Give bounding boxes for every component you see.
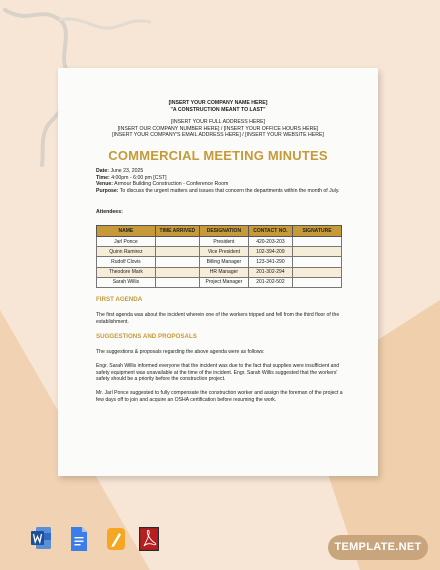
- table-row: Sarah Willis Project Manager 201-202-502: [97, 277, 342, 287]
- table-row: Theodore Mark HR Manager 201-302-294: [97, 267, 342, 277]
- suggestion-2: Mr. Jarl Ponce suggested to fully compensate the construction worker and assign the foreman of the project a few days off to join and acquire an OSHA certification before resuming the work.: [96, 390, 343, 403]
- meeting-purpose: Purpose: To discuss the urgent matters and issues that concern the departments within the month of July.: [96, 187, 340, 194]
- first-agenda-heading: FIRST AGENDA: [96, 296, 143, 303]
- pdf-icon[interactable]: [138, 525, 160, 553]
- suggestions-intro: The suggestions & proposals regarding the above agenda were as follows:: [96, 349, 265, 355]
- brand-badge[interactable]: TEMPLATE.NET: [328, 535, 428, 560]
- attendees-table: [96, 225, 342, 288]
- attendees-label: Attendees:: [96, 209, 123, 215]
- col-time: TIME ARRIVED: [155, 226, 199, 237]
- document-page: [58, 68, 378, 476]
- suggestions-heading: SUGGESTIONS AND PROPOSALS: [96, 333, 197, 340]
- table-row: Quinn Ramirez Vice President 102-394-209: [97, 247, 342, 257]
- meeting-date: Date: June 23, 2025: [96, 168, 144, 174]
- col-designation: DESIGNATION: [199, 226, 248, 237]
- document-title: COMMERCIAL MEETING MINUTES: [108, 148, 328, 163]
- meeting-time: Time: 4:00pm - 6:00 pm [CST]: [96, 174, 167, 181]
- table-row: Rudolf Clovis Billing Manager 123-341-290: [97, 257, 342, 267]
- col-signature: SIGNATURE: [292, 226, 341, 237]
- table-row: Jarl Ponce President 420-203-203: [97, 237, 342, 247]
- company-address: [INSERT YOUR FULL ADDRESS HERE]: [170, 119, 266, 125]
- word-icon[interactable]: [30, 525, 52, 553]
- col-contact: CONTACT NO.: [248, 226, 292, 237]
- company-name: [INSERT YOUR COMPANY NAME HERE]: [168, 100, 268, 106]
- col-name: NAME: [97, 226, 156, 237]
- suggestion-1: Engr. Sarah Willis informed everyone that the incident was due to the fact that supplies were insufficient and safety equipment was unavailable at the time of the incident. Engr. Sarah Willis suggested that the workers' safety should be a priority before the construction project.: [96, 363, 340, 382]
- company-tagline: "A CONSTRUCTION MEANT TO LAST": [170, 106, 266, 113]
- company-email: [INSERT YOUR COMPANY'S EMAIL ADDRESS HERE] / [INSERT YOUR WEBSITE HERE]: [112, 132, 324, 138]
- pages-icon[interactable]: [105, 525, 127, 553]
- meeting-venue: Venue: Armour Building Construction - Conference Room: [96, 181, 229, 188]
- google-docs-icon[interactable]: [68, 525, 90, 553]
- first-agenda-text: The first agenda was about the incident wherein one of the workers tripped and fell from the third floor of the establishment.: [96, 312, 340, 325]
- company-contact: [INSERT OUR COMPANY NUMBER HERE] / [INSERT YOUR OFFICE HOURS HERE]: [117, 125, 319, 132]
